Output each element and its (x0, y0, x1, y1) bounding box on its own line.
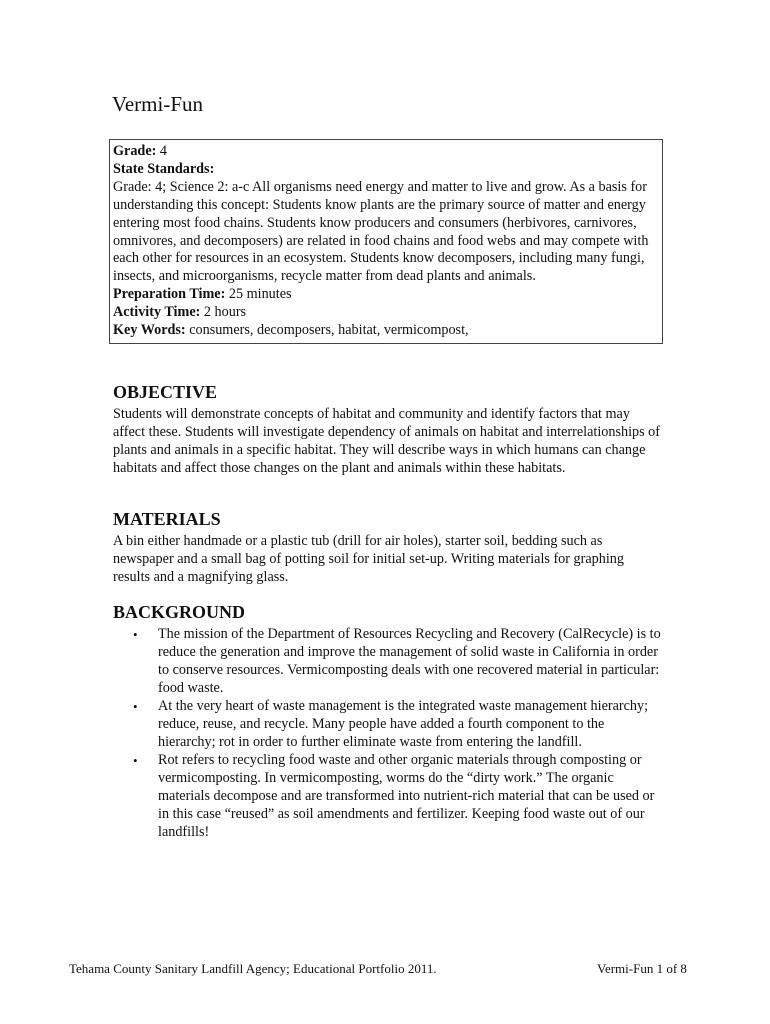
objective-section (113, 381, 661, 478)
document-title: Vermi-Fun (112, 92, 203, 116)
background-bullet-list (113, 626, 661, 842)
materials-section (113, 508, 661, 587)
list-item-text: The mission of the Department of Resources Recycling and Recovery (CalRecycle) is to reduce the generation and improve the management of solid waste in California in order to conserve resources. Vermicomposting deals with one recovered material in particular: food waste. (158, 626, 661, 696)
activity-time-line (113, 304, 656, 322)
bullet-icon: • (133, 627, 138, 642)
list-item-text: Rot refers to recycling food waste and other organic materials through composting or vermicomposting. In vermicomposting, worms do the “dirty work.” The organic materials decompose and are transformed into nutrient-rich material that can be used or in this case “reused” as soil amendments and fertilizer. Keeping food waste out of our landfills! (158, 752, 655, 840)
objective-text: Students will demonstrate concepts of habitat and community and identify factors that may affect these. Students will investigate dependency of animals on habitat and interrelationships of plants and animals in a specific habitat. They will describe ways in which humans can change habitats and affect those changes on the plant and animals within these habitats. (113, 406, 660, 476)
grade-value: 4 (159, 143, 167, 159)
footer-page-number: Vermi-Fun 1 of 8 (597, 961, 687, 976)
standards-label: State Standards: (113, 160, 215, 177)
standards-label-line (113, 161, 656, 179)
footer-source: Tehama County Sanitary Landfill Agency; Educational Portfolio 2011. (69, 961, 437, 976)
key-words-label: Key Words: (113, 322, 186, 339)
grade-line (113, 143, 656, 161)
prep-time-line (113, 286, 656, 304)
background-section (113, 601, 661, 842)
key-words-line (113, 322, 656, 340)
activity-time-label: Activity Time: (113, 304, 201, 321)
list-item-text: At the very heart of waste management is the integrated waste management hierarchy; reduce, reuse, and recycle. Many people have added a fourth component to the hierarchy; rot in order to further eliminate waste from entering the landfill. (158, 698, 649, 750)
list-item (113, 698, 661, 752)
objective-heading: OBJECTIVE (113, 382, 218, 402)
list-item (113, 626, 661, 698)
bullet-icon: • (133, 699, 138, 715)
prep-time-label: Preparation Time: (113, 286, 226, 303)
activity-time-value: 2 hours (203, 304, 247, 321)
background-heading: BACKGROUND (113, 602, 246, 622)
materials-text: A bin either handmade or a plastic tub (drill for air holes), starter soil, bedding such as newspaper and a small bag of potting soil for initial set-up. Writing materials for graphing results and a magnifying glass. (113, 533, 624, 585)
grade-label: Grade: (113, 143, 157, 159)
standards-text: Grade: 4; Science 2: a-c All organisms need energy and matter to live and grow. As a basis for understanding this concept: Students know plants are the primary source of matter and energy entering most food chains. Students know producers and consumers (herbivores, carnivores, omnivores, and decomposers) are related in food chains and food webs and may compete with each other for resources in an ecosystem. Students know decomposers, including many fungi, insects, and microorganisms, recycle matter from dead plants and animals. (113, 178, 649, 285)
lesson-info-box (109, 139, 663, 344)
materials-heading: MATERIALS (113, 509, 221, 529)
list-item (113, 752, 661, 842)
prep-time-value: 25 minutes (228, 286, 292, 303)
bullet-icon: • (133, 753, 138, 769)
key-words-value: consumers, decomposers, habitat, vermicompost, (189, 322, 469, 339)
